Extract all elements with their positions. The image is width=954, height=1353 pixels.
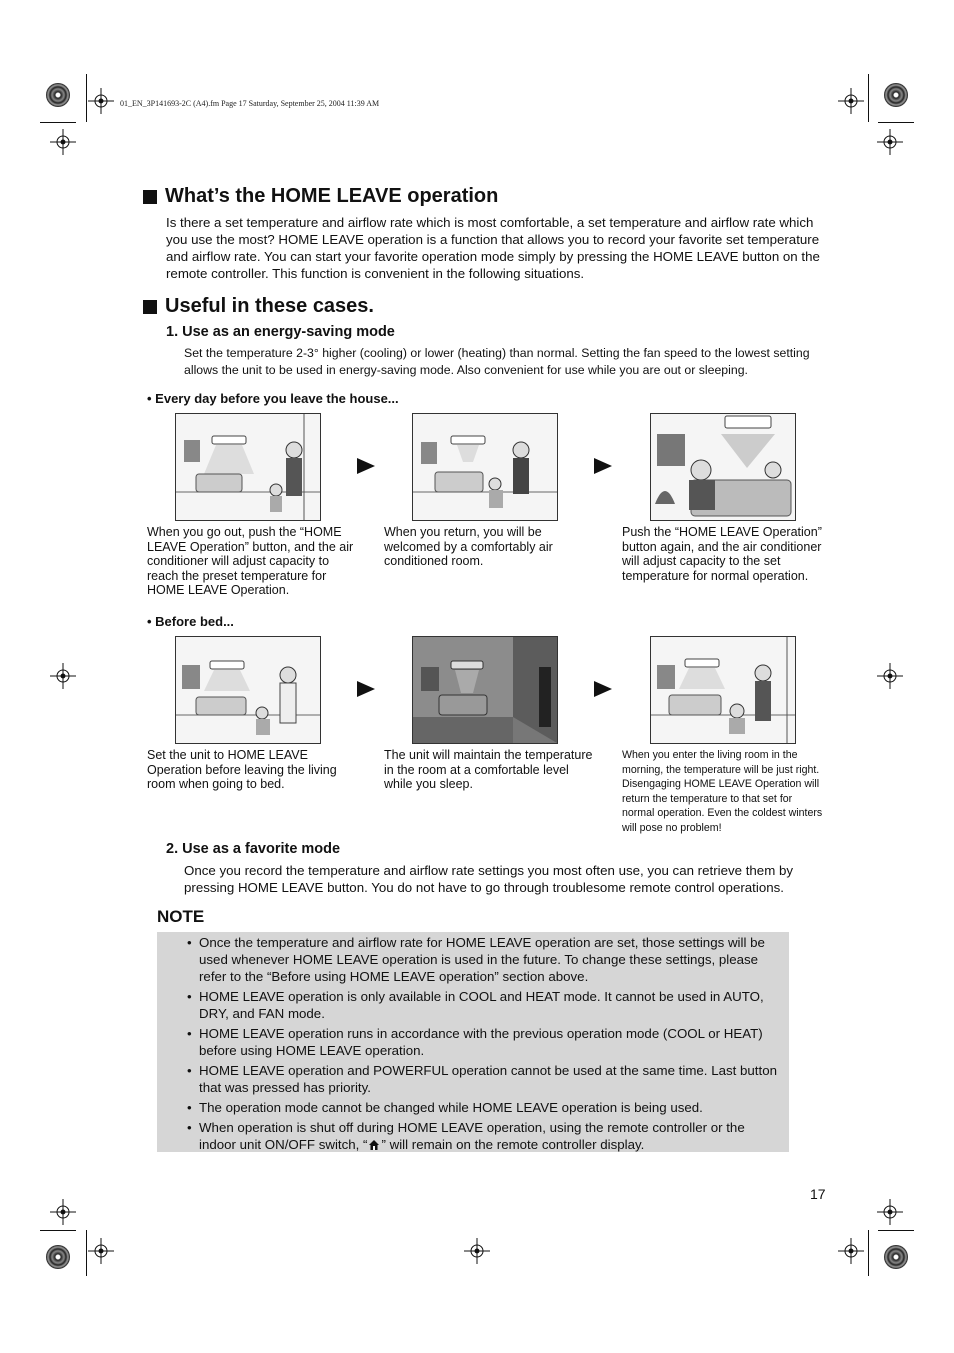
caption-bed-3: When you enter the living room in the morning, the temperature will be just right. Disengaging HOME LEAVE Operation will return the temperature to that set for normal operation. Even the coldest winters will pose no problem! xyxy=(622,749,823,834)
arrow-right-icon xyxy=(357,458,375,474)
item2-body: Once you record the temperature and airflow rate settings you most often use, you can retrieve them by pressing HOME LEAVE button. You do not have to go through troublesome remote control operations. xyxy=(184,863,794,895)
crosshair-mark-icon xyxy=(88,88,114,114)
registration-disc-top-left xyxy=(46,83,70,107)
crop-mark xyxy=(86,74,87,122)
file-header: 01_EN_3P141693-2C (A4).fm Page 17 Saturday, September 25, 2004 11:39 AM xyxy=(120,99,380,108)
crosshair-mark-icon xyxy=(88,1238,114,1264)
caption-day-3: Push the “HOME LEAVE Operation” button again, and the air conditioner will adjust capacity to the set temperature for normal operation. xyxy=(622,525,822,583)
crop-mark xyxy=(40,1230,76,1231)
illustration-before-bed xyxy=(175,636,321,744)
crosshair-mark-icon xyxy=(838,1238,864,1264)
crosshair-mark-icon xyxy=(50,663,76,689)
intro-paragraph: Is there a set temperature and airflow rate which is most comfortable, a set temperature and airflow rate which you use the most? HOME LEAVE operation is a function that allows you to record your favorite set temperature and airflow rate. You can start your favorite operation mode simply by pressing the HOME LEAVE button on the remote controller. This function is convenient in the following situations. xyxy=(166,215,820,281)
crop-mark xyxy=(40,122,76,123)
note-item: • The operation mode cannot be changed while HOME LEAVE operation is being used. xyxy=(157,1099,789,1116)
illustration-morning-room xyxy=(650,636,796,744)
crosshair-mark-icon xyxy=(877,1199,903,1225)
section-heading-useful-cases xyxy=(143,295,374,318)
crosshair-mark-icon xyxy=(838,88,864,114)
illustration-normal-operation xyxy=(650,413,796,521)
crop-mark xyxy=(878,122,914,123)
square-bullet-icon xyxy=(143,190,157,204)
arrow-right-icon xyxy=(594,458,612,474)
section-title: Useful in these cases. xyxy=(165,295,374,317)
note-item xyxy=(157,1119,789,1155)
arrow-right-icon xyxy=(357,681,375,697)
registration-disc-bottom-left xyxy=(46,1245,70,1269)
note-title: NOTE xyxy=(157,907,205,926)
crop-mark xyxy=(86,1230,87,1276)
note-item: • Once the temperature and airflow rate for HOME LEAVE operation are set, those settings will be used whenever HOME LEAVE operation is used in the future. To change these settings, please refer to the “Before using HOME LEAVE operation” section above. xyxy=(157,934,789,985)
crop-mark xyxy=(868,74,869,122)
illustration-returning-home xyxy=(412,413,558,521)
page-number: 17 xyxy=(810,1186,826,1202)
crop-mark xyxy=(868,1230,869,1276)
registration-disc-bottom-right xyxy=(884,1245,908,1269)
home-leave-icon xyxy=(368,1138,380,1155)
note-item: • HOME LEAVE operation is only available in COOL and HEAT mode. It cannot be used in AUTO, DRY, and FAN mode. xyxy=(157,988,789,1022)
crosshair-mark-icon xyxy=(50,129,76,155)
illustration-leaving-house xyxy=(175,413,321,521)
item1-body: Set the temperature 2-3° higher (cooling) or lower (heating) than normal. Setting the fan speed to the lowest setting allows the unit to be used in energy-saving mode. Also convenient for use while you are out or sleeping. xyxy=(184,346,810,377)
item1-heading: 1. Use as an energy-saving mode xyxy=(166,324,395,340)
section-title: What’s the HOME LEAVE operation xyxy=(165,185,499,207)
note-box xyxy=(157,932,789,1152)
note-item: • HOME LEAVE operation runs in accordance with the previous operation mode (COOL or HEAT) before using HOME LEAVE operation. xyxy=(157,1025,789,1059)
crosshair-mark-icon xyxy=(877,129,903,155)
note-item-text-before: When operation is shut off during HOME LEAVE operation, using the remote controller or the indoor unit ON/OFF switch, “ xyxy=(199,1120,745,1152)
crop-mark xyxy=(878,1230,914,1231)
note-list xyxy=(157,934,789,1158)
caption-day-1: When you go out, push the “HOME LEAVE Operation” button, and the air conditioner will adjust capacity to reach the preset temperature for HOME LEAVE Operation. xyxy=(147,525,354,597)
note-item-text-after: ” will remain on the remote controller display. xyxy=(381,1137,645,1152)
section-heading-home-leave xyxy=(143,185,498,208)
registration-disc-top-right xyxy=(884,83,908,107)
caption-bed-1: Set the unit to HOME LEAVE Operation before leaving the living room when going to bed. xyxy=(147,748,337,791)
note-item: • HOME LEAVE operation and POWERFUL operation cannot be used at the same time. Last button that was pressed has priority. xyxy=(157,1062,789,1096)
illustration-night-room xyxy=(412,636,558,744)
caption-day-2: When you return, you will be welcomed by a comfortably air conditioned room. xyxy=(384,525,553,568)
crosshair-mark-icon xyxy=(50,1199,76,1225)
caption-bed-2: The unit will maintain the temperature in the room at a comfortable level while you sleep. xyxy=(384,748,593,791)
square-bullet-icon xyxy=(143,300,157,314)
scenario-day-heading: • Every day before you leave the house... xyxy=(147,391,399,406)
arrow-right-icon xyxy=(594,681,612,697)
crosshair-mark-icon xyxy=(464,1238,490,1264)
item2-heading: 2. Use as a favorite mode xyxy=(166,841,341,857)
scenario-bed-heading: • Before bed... xyxy=(147,614,234,629)
crosshair-mark-icon xyxy=(877,663,903,689)
